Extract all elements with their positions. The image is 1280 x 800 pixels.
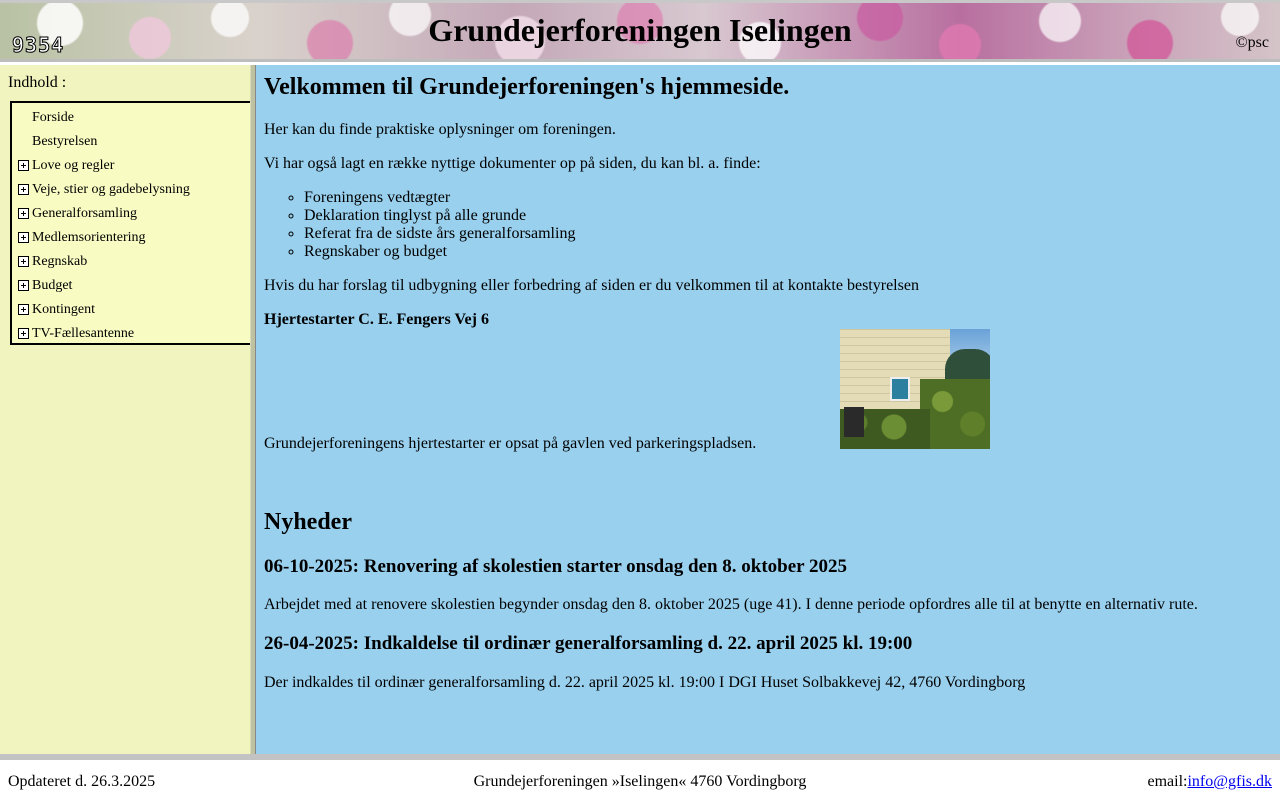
sidebar-item-label[interactable]: Regnskab [32,254,88,269]
footer-contact [1148,773,1273,791]
sidebar-item-kontingent[interactable] [12,298,250,322]
sidebar-item-label[interactable]: Generalforsamling [32,206,137,221]
expand-plus-icon[interactable] [18,208,29,219]
defibrillator-cabinet-icon [890,377,910,401]
sidebar-item-label[interactable]: Love og regler [32,158,115,173]
intro-text: Her kan du finde praktiske oplysninger om foreningen. [264,121,616,138]
news-body: Arbejdet med at renovere skolestien begynder onsdag den 8. oktober 2025 (uge 41). I denne periode opfordres alle til at benytte en alternativ rute. [264,596,1198,613]
sidebar-item-label[interactable]: Kontingent [32,302,95,317]
expand-plus-icon[interactable] [18,328,29,339]
main-content [256,65,1280,754]
copyright-notice: ©psc [1235,34,1269,51]
site-header [0,0,1280,62]
sidebar-item-bestyrelsen[interactable] [12,130,250,154]
documents-list [264,189,575,261]
sidebar-menu [10,101,250,345]
sidebar-item-label[interactable]: Budget [32,278,73,293]
sidebar-item-regnskab[interactable] [12,250,250,274]
news-title: 06-10-2025: Renovering af skolestien starter onsdag den 8. oktober 2025 [264,556,847,577]
documents-intro: Vi har også lagt en række nyttige dokumenter op på siden, du kan bl. a. finde: [264,155,761,172]
sidebar-item-tv-faellesantenne[interactable] [12,322,250,346]
sidebar-item-label[interactable]: Medlemsorientering [32,230,146,245]
sidebar-item-love-og-regler[interactable] [12,154,250,178]
sidebar-item-label[interactable]: TV-Fællesantenne [32,326,135,341]
defibrillator-heading: Hjertestarter C. E. Fengers Vej 6 [264,311,489,328]
sidebar-item-label[interactable]: Forside [32,110,74,125]
expand-plus-icon[interactable] [18,304,29,315]
sidebar-item-label[interactable]: Veje, stier og gadebelysning [32,182,190,197]
last-updated: Opdateret d. 26.3.2025 [8,773,156,790]
sidebar-item-generalforsamling[interactable] [12,202,250,226]
email-label: email: [1147,773,1188,790]
site-title: Grundejerforeningen Iselingen [428,12,852,48]
sidebar-item-budget[interactable] [12,274,250,298]
sidebar-item-forside[interactable] [12,106,250,130]
site-footer [0,754,1280,800]
list-item: ◦ Regnskaber og budget [304,243,575,261]
news-heading: Nyheder [264,509,352,535]
suggestion-text: Hvis du har forslag til udbygning eller forbedring af siden er du velkommen til at kontakte bestyrelsen [264,277,919,294]
footer-organization: Grundejerforeningen »Iselingen« 4760 Vordingborg [473,773,807,790]
visitor-counter: 9354 [12,33,65,57]
sidebar-item-label[interactable]: Bestyrelsen [32,134,98,149]
sidebar-item-medlemsorientering[interactable] [12,226,250,250]
sidebar-heading: Indhold : [8,74,67,91]
expand-plus-icon[interactable] [18,256,29,267]
expand-plus-icon[interactable] [18,280,29,291]
email-link[interactable]: info@gfis.dk [1187,773,1272,790]
news-title: 26-04-2025: Indkaldelse til ordinær generalforsamling d. 22. april 2025 kl. 19:00 [264,633,913,654]
defibrillator-photo [840,329,990,449]
list-item: ◦ Referat fra de sidste års generalforsamling [304,225,575,243]
expand-plus-icon[interactable] [18,232,29,243]
sidebar-item-veje[interactable] [12,178,250,202]
list-item: ◦ Foreningens vedtægter [304,189,575,207]
expand-plus-icon[interactable] [18,184,29,195]
defibrillator-text: Grundejerforeningens hjertestarter er opsat på gavlen ved parkeringspladsen. [264,435,757,452]
news-body: Der indkaldes til ordinær generalforsamling d. 22. april 2025 kl. 19:00 I DGI Huset Solbakkevej 42, 4760 Vordingborg [264,674,1026,691]
welcome-heading: Velkommen til Grundejerforeningen's hjemmeside. [264,74,790,100]
list-item: ◦ Deklaration tinglyst på alle grunde [304,207,575,225]
expand-plus-icon[interactable] [18,160,29,171]
